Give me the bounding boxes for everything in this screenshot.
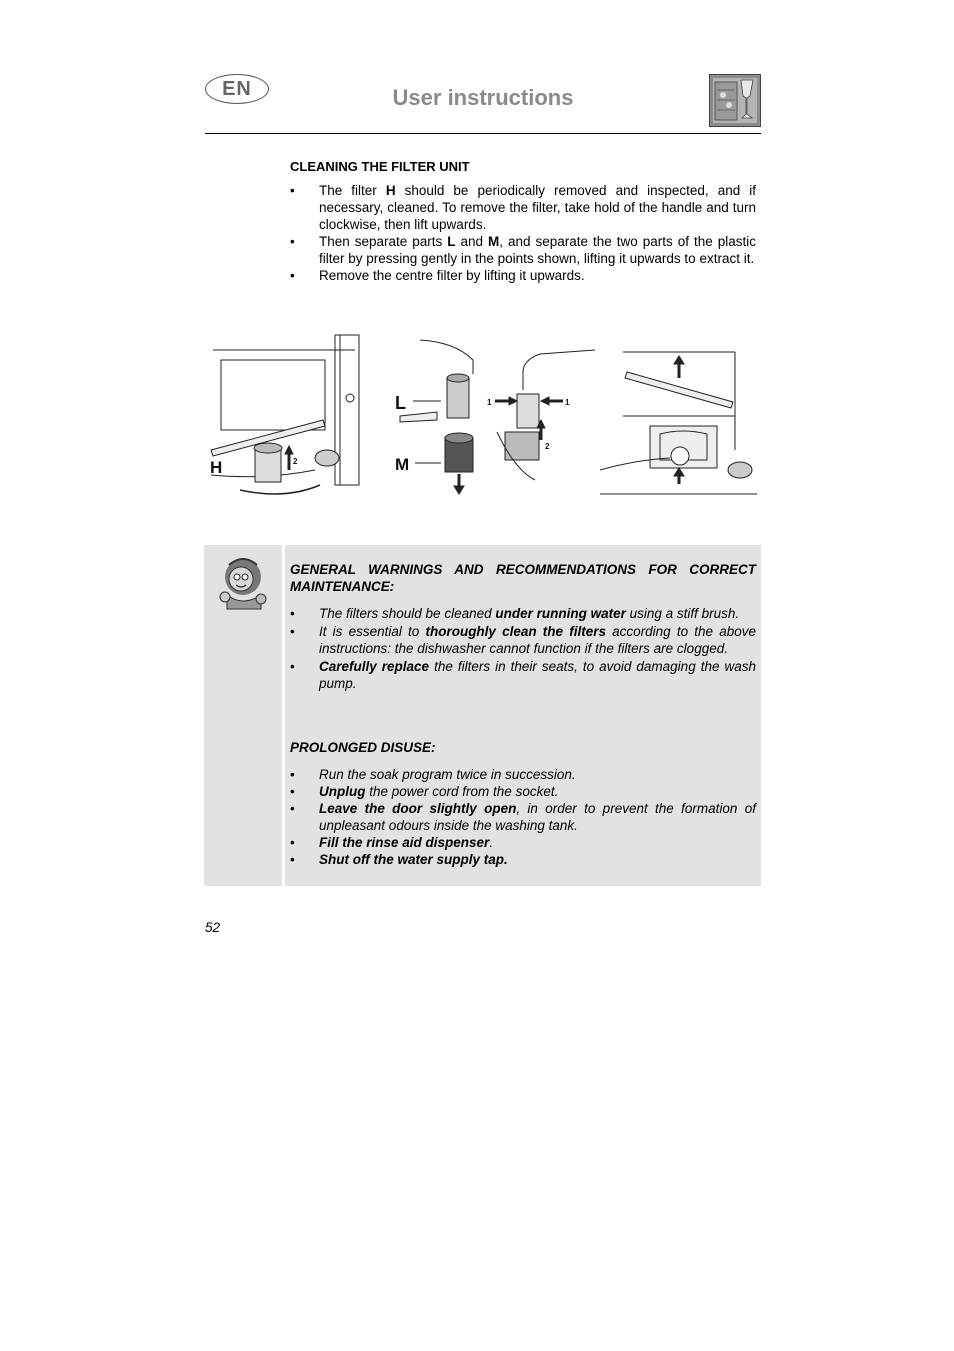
text-run: Remove the centre filter by lifting it upwards. xyxy=(319,268,585,283)
label-2-panel2: 2 xyxy=(545,442,550,451)
filter-h-label: H xyxy=(385,183,396,198)
list-item xyxy=(290,766,756,783)
text-run: , in order to prevent the formation of unpleasant odours inside the washing tank. xyxy=(319,801,756,833)
bullet-glyph: • xyxy=(290,183,295,198)
text-run: should be periodically removed and inspected, and if necessary, cleaned. To remove the filter, take hold of the handle and turn clockwise, then lift upwards. xyxy=(319,183,756,232)
label-2-panel1: 2 xyxy=(293,457,298,466)
bullet-glyph: • xyxy=(290,624,295,639)
text-run: according to the above instructions: the dishwasher cannot function if the filters are clogged. xyxy=(319,624,756,656)
label-1-right: 1 xyxy=(565,398,570,407)
label-h: H xyxy=(210,458,223,477)
emphasis: thoroughly clean the filters xyxy=(425,624,606,639)
emphasis: Carefully replace xyxy=(319,659,430,674)
mascot-warning-icon xyxy=(217,555,269,611)
warnings-heading: GENERAL WARNINGS AND RECOMMENDATIONS FOR CORRECT MAINTENANCE: xyxy=(290,562,756,594)
list-item xyxy=(290,267,756,284)
page-title: User instructions xyxy=(392,85,574,110)
bullet-glyph: • xyxy=(290,234,295,249)
emphasis: Leave the door slightly open xyxy=(319,801,517,816)
text-run: Then separate parts xyxy=(319,234,448,249)
emphasis: under running water xyxy=(495,606,626,621)
filter-removal-illustration xyxy=(205,330,761,500)
label-l: L xyxy=(395,393,406,413)
bullet-glyph: • xyxy=(290,606,295,621)
panel-separate-l-m xyxy=(400,340,595,494)
bullet-glyph: • xyxy=(290,784,295,799)
text-run: using a stiff brush. xyxy=(625,606,740,621)
text-run: the power cord from the socket. xyxy=(365,784,559,799)
part-l-label: L xyxy=(447,234,456,249)
bullet-glyph: • xyxy=(290,659,295,674)
text-run: Run the soak program twice in succession. xyxy=(319,767,576,782)
label-m: M xyxy=(395,455,410,474)
bullet-glyph: • xyxy=(290,767,295,782)
bullet-glyph: • xyxy=(290,801,295,816)
list-item xyxy=(290,658,756,692)
text-run: and xyxy=(455,234,489,249)
dishwasher-glasses-icon xyxy=(709,74,761,127)
list-item xyxy=(290,605,756,622)
filter-steps-list xyxy=(290,182,756,284)
text-run: , and separate the two parts of the plastic filter by pressing gently in the points shown, lifting it upwards to extract it. xyxy=(319,234,756,266)
text-run: The filters should be cleaned xyxy=(319,606,496,621)
text-run: the filters in their seats, to avoid damaging the wash pump. xyxy=(319,659,756,691)
language-badge-label: EN xyxy=(222,77,252,100)
list-item xyxy=(290,182,756,233)
label-1-left: 1 xyxy=(487,398,492,407)
section-heading: CLEANING THE FILTER UNIT xyxy=(290,159,470,174)
page-number: 52 xyxy=(205,920,221,935)
prolonged-disuse-heading: PROLONGED DISUSE: xyxy=(290,740,436,755)
warnings-list xyxy=(290,605,756,692)
part-m-label: M xyxy=(488,234,500,249)
list-item xyxy=(290,851,756,868)
emphasis: Fill the rinse aid dispenser xyxy=(319,835,490,850)
bullet-glyph: • xyxy=(290,835,295,850)
list-item xyxy=(290,783,756,800)
bullet-glyph: • xyxy=(290,852,295,867)
list-item xyxy=(290,800,756,834)
list-item xyxy=(290,834,756,851)
emphasis: Unplug xyxy=(319,784,366,799)
list-item xyxy=(290,623,756,657)
text-run: It is essential to xyxy=(319,624,426,639)
prolonged-disuse-list xyxy=(290,766,756,868)
panel-remove-centre-filter xyxy=(600,352,757,494)
panel-remove-filter-h xyxy=(211,335,359,494)
bullet-glyph: • xyxy=(290,268,295,283)
text-run: The filter xyxy=(319,183,386,198)
list-item xyxy=(290,233,756,267)
header-divider xyxy=(205,133,761,134)
emphasis: Shut off the water supply tap. xyxy=(319,852,508,867)
text-run: . xyxy=(489,835,494,850)
